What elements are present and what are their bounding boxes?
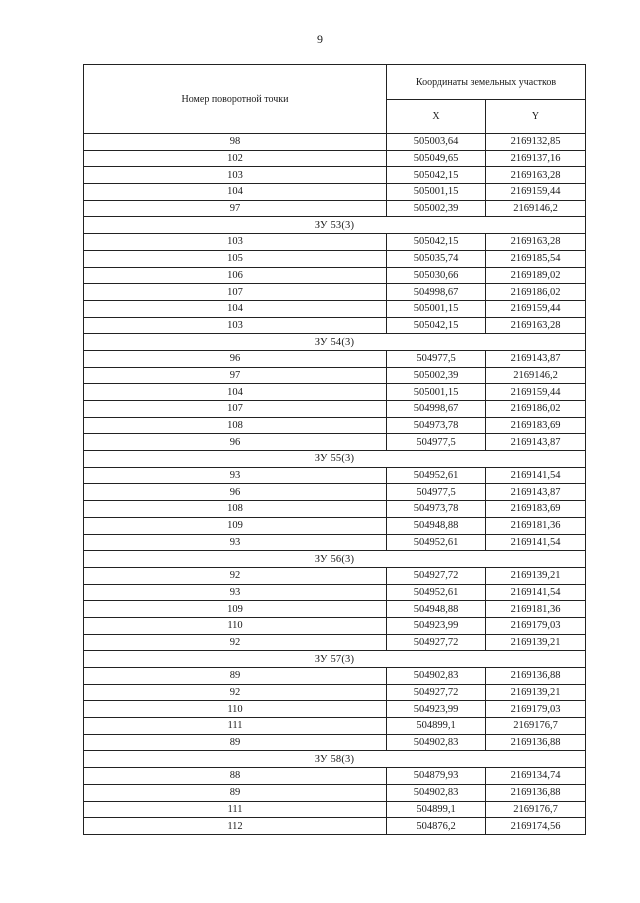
cell-y: 2169136,88 — [486, 784, 586, 801]
table-row — [84, 701, 586, 718]
cell-y: 2169163,28 — [486, 234, 586, 251]
cell-y: 2169143,87 — [486, 350, 586, 367]
cell-y: 2169186,02 — [486, 401, 586, 418]
cell-x: 505001,15 — [387, 300, 486, 317]
cell-x: 504948,88 — [387, 601, 486, 618]
cell-x: 504923,99 — [387, 701, 486, 718]
cell-point-number: 88 — [84, 768, 387, 785]
cell-point-number: 92 — [84, 634, 387, 651]
table-row — [84, 784, 586, 801]
cell-x: 504977,5 — [387, 484, 486, 501]
cell-point-number: 111 — [84, 718, 387, 735]
section-row — [84, 551, 586, 568]
cell-point-number: 111 — [84, 801, 387, 818]
table-row — [84, 484, 586, 501]
table-row — [84, 601, 586, 618]
table-row — [84, 184, 586, 201]
cell-point-number: 103 — [84, 167, 387, 184]
table-row — [84, 384, 586, 401]
section-row — [84, 217, 586, 234]
table-row — [84, 818, 586, 835]
cell-point-number: 104 — [84, 184, 387, 201]
section-label: ЗУ 53(3) — [84, 217, 586, 234]
cell-y: 2169159,44 — [486, 300, 586, 317]
header-y: Y — [486, 100, 586, 134]
cell-x: 505042,15 — [387, 317, 486, 334]
cell-y: 2169136,88 — [486, 734, 586, 751]
cell-point-number: 102 — [84, 150, 387, 167]
cell-point-number: 106 — [84, 267, 387, 284]
cell-y: 2169181,36 — [486, 601, 586, 618]
cell-x: 504923,99 — [387, 617, 486, 634]
cell-y: 2169179,03 — [486, 617, 586, 634]
cell-y: 2169143,87 — [486, 434, 586, 451]
table-body — [84, 134, 586, 835]
table-row — [84, 350, 586, 367]
cell-x: 504899,1 — [387, 718, 486, 735]
cell-y: 2169141,54 — [486, 584, 586, 601]
cell-y: 2169139,21 — [486, 634, 586, 651]
cell-x: 505001,15 — [387, 184, 486, 201]
cell-point-number: 104 — [84, 384, 387, 401]
table-row — [84, 167, 586, 184]
cell-x: 505035,74 — [387, 250, 486, 267]
table-row — [84, 300, 586, 317]
cell-x: 504902,83 — [387, 734, 486, 751]
cell-y: 2169139,21 — [486, 567, 586, 584]
cell-x: 505001,15 — [387, 384, 486, 401]
cell-point-number: 93 — [84, 467, 387, 484]
cell-x: 505042,15 — [387, 234, 486, 251]
table-row — [84, 434, 586, 451]
table-header — [84, 65, 586, 134]
table-row — [84, 768, 586, 785]
cell-point-number: 96 — [84, 434, 387, 451]
cell-point-number: 96 — [84, 484, 387, 501]
cell-point-number: 93 — [84, 534, 387, 551]
cell-point-number: 97 — [84, 367, 387, 384]
cell-point-number: 108 — [84, 501, 387, 518]
cell-x: 504876,2 — [387, 818, 486, 835]
table-row — [84, 401, 586, 418]
cell-y: 2169174,56 — [486, 818, 586, 835]
cell-y: 2169132,85 — [486, 134, 586, 151]
cell-y: 2169189,02 — [486, 267, 586, 284]
cell-y: 2169183,69 — [486, 417, 586, 434]
table-row — [84, 734, 586, 751]
cell-y: 2169181,36 — [486, 517, 586, 534]
cell-point-number: 89 — [84, 734, 387, 751]
cell-y: 2169146,2 — [486, 200, 586, 217]
cell-point-number: 105 — [84, 250, 387, 267]
table-row — [84, 617, 586, 634]
coordinates-table — [83, 64, 586, 835]
cell-point-number: 112 — [84, 818, 387, 835]
cell-x: 504977,5 — [387, 434, 486, 451]
cell-point-number: 109 — [84, 517, 387, 534]
cell-point-number: 96 — [84, 350, 387, 367]
cell-y: 2169185,54 — [486, 250, 586, 267]
cell-point-number: 98 — [84, 134, 387, 151]
cell-x: 504952,61 — [387, 584, 486, 601]
table-row — [84, 567, 586, 584]
section-label: ЗУ 55(3) — [84, 451, 586, 468]
cell-x: 504998,67 — [387, 284, 486, 301]
table-row — [84, 534, 586, 551]
table-row — [84, 801, 586, 818]
cell-x: 504927,72 — [387, 634, 486, 651]
cell-point-number: 89 — [84, 784, 387, 801]
header-x: X — [387, 100, 486, 134]
table-row — [84, 150, 586, 167]
section-label: ЗУ 57(3) — [84, 651, 586, 668]
cell-point-number: 109 — [84, 601, 387, 618]
section-row — [84, 334, 586, 351]
cell-x: 504952,61 — [387, 467, 486, 484]
cell-x: 504973,78 — [387, 501, 486, 518]
cell-point-number: 97 — [84, 200, 387, 217]
cell-x: 504998,67 — [387, 401, 486, 418]
cell-y: 2169146,2 — [486, 367, 586, 384]
cell-x: 504927,72 — [387, 567, 486, 584]
cell-y: 2169134,74 — [486, 768, 586, 785]
table-row — [84, 284, 586, 301]
cell-y: 2169186,02 — [486, 284, 586, 301]
cell-point-number: 107 — [84, 284, 387, 301]
table-row — [84, 501, 586, 518]
cell-y: 2169141,54 — [486, 467, 586, 484]
cell-x: 505030,66 — [387, 267, 486, 284]
table-row — [84, 250, 586, 267]
table-row — [84, 684, 586, 701]
cell-y: 2169139,21 — [486, 684, 586, 701]
cell-y: 2169163,28 — [486, 317, 586, 334]
page-number: 9 — [317, 32, 323, 46]
table-row — [84, 134, 586, 151]
section-label: ЗУ 58(3) — [84, 751, 586, 768]
table-row — [84, 234, 586, 251]
cell-y: 2169137,16 — [486, 150, 586, 167]
cell-x: 504899,1 — [387, 801, 486, 818]
header-row — [84, 65, 586, 100]
cell-y: 2169159,44 — [486, 184, 586, 201]
cell-y: 2169176,7 — [486, 718, 586, 735]
table-row — [84, 417, 586, 434]
cell-point-number: 104 — [84, 300, 387, 317]
header-point-number: Номер поворотной точки — [84, 65, 387, 134]
table-row — [84, 467, 586, 484]
cell-y: 2169163,28 — [486, 167, 586, 184]
cell-y: 2169183,69 — [486, 501, 586, 518]
cell-x: 504927,72 — [387, 684, 486, 701]
table-row — [84, 634, 586, 651]
cell-x: 505002,39 — [387, 200, 486, 217]
table-row — [84, 517, 586, 534]
cell-point-number: 110 — [84, 701, 387, 718]
table-row — [84, 317, 586, 334]
cell-y: 2169159,44 — [486, 384, 586, 401]
cell-point-number: 93 — [84, 584, 387, 601]
cell-point-number: 89 — [84, 668, 387, 685]
cell-x: 504977,5 — [387, 350, 486, 367]
cell-x: 505042,15 — [387, 167, 486, 184]
section-row — [84, 451, 586, 468]
cell-x: 504902,83 — [387, 668, 486, 685]
table-row — [84, 267, 586, 284]
section-label: ЗУ 54(3) — [84, 334, 586, 351]
cell-y: 2169176,7 — [486, 801, 586, 818]
section-label: ЗУ 56(3) — [84, 551, 586, 568]
cell-x: 504952,61 — [387, 534, 486, 551]
table-row — [84, 584, 586, 601]
cell-x: 504902,83 — [387, 784, 486, 801]
cell-x: 504948,88 — [387, 517, 486, 534]
table-row — [84, 718, 586, 735]
cell-x: 505049,65 — [387, 150, 486, 167]
table-row — [84, 668, 586, 685]
cell-x: 505002,39 — [387, 367, 486, 384]
cell-point-number: 107 — [84, 401, 387, 418]
cell-x: 504879,93 — [387, 768, 486, 785]
table-row — [84, 367, 586, 384]
cell-point-number: 92 — [84, 567, 387, 584]
section-row — [84, 651, 586, 668]
cell-point-number: 103 — [84, 317, 387, 334]
cell-y: 2169179,03 — [486, 701, 586, 718]
cell-y: 2169136,88 — [486, 668, 586, 685]
cell-x: 504973,78 — [387, 417, 486, 434]
cell-point-number: 108 — [84, 417, 387, 434]
section-row — [84, 751, 586, 768]
cell-point-number: 110 — [84, 617, 387, 634]
cell-point-number: 103 — [84, 234, 387, 251]
cell-point-number: 92 — [84, 684, 387, 701]
cell-y: 2169141,54 — [486, 534, 586, 551]
cell-y: 2169143,87 — [486, 484, 586, 501]
cell-x: 505003,64 — [387, 134, 486, 151]
table-row — [84, 200, 586, 217]
header-coordinates-group: Координаты земельных участков — [387, 65, 586, 100]
